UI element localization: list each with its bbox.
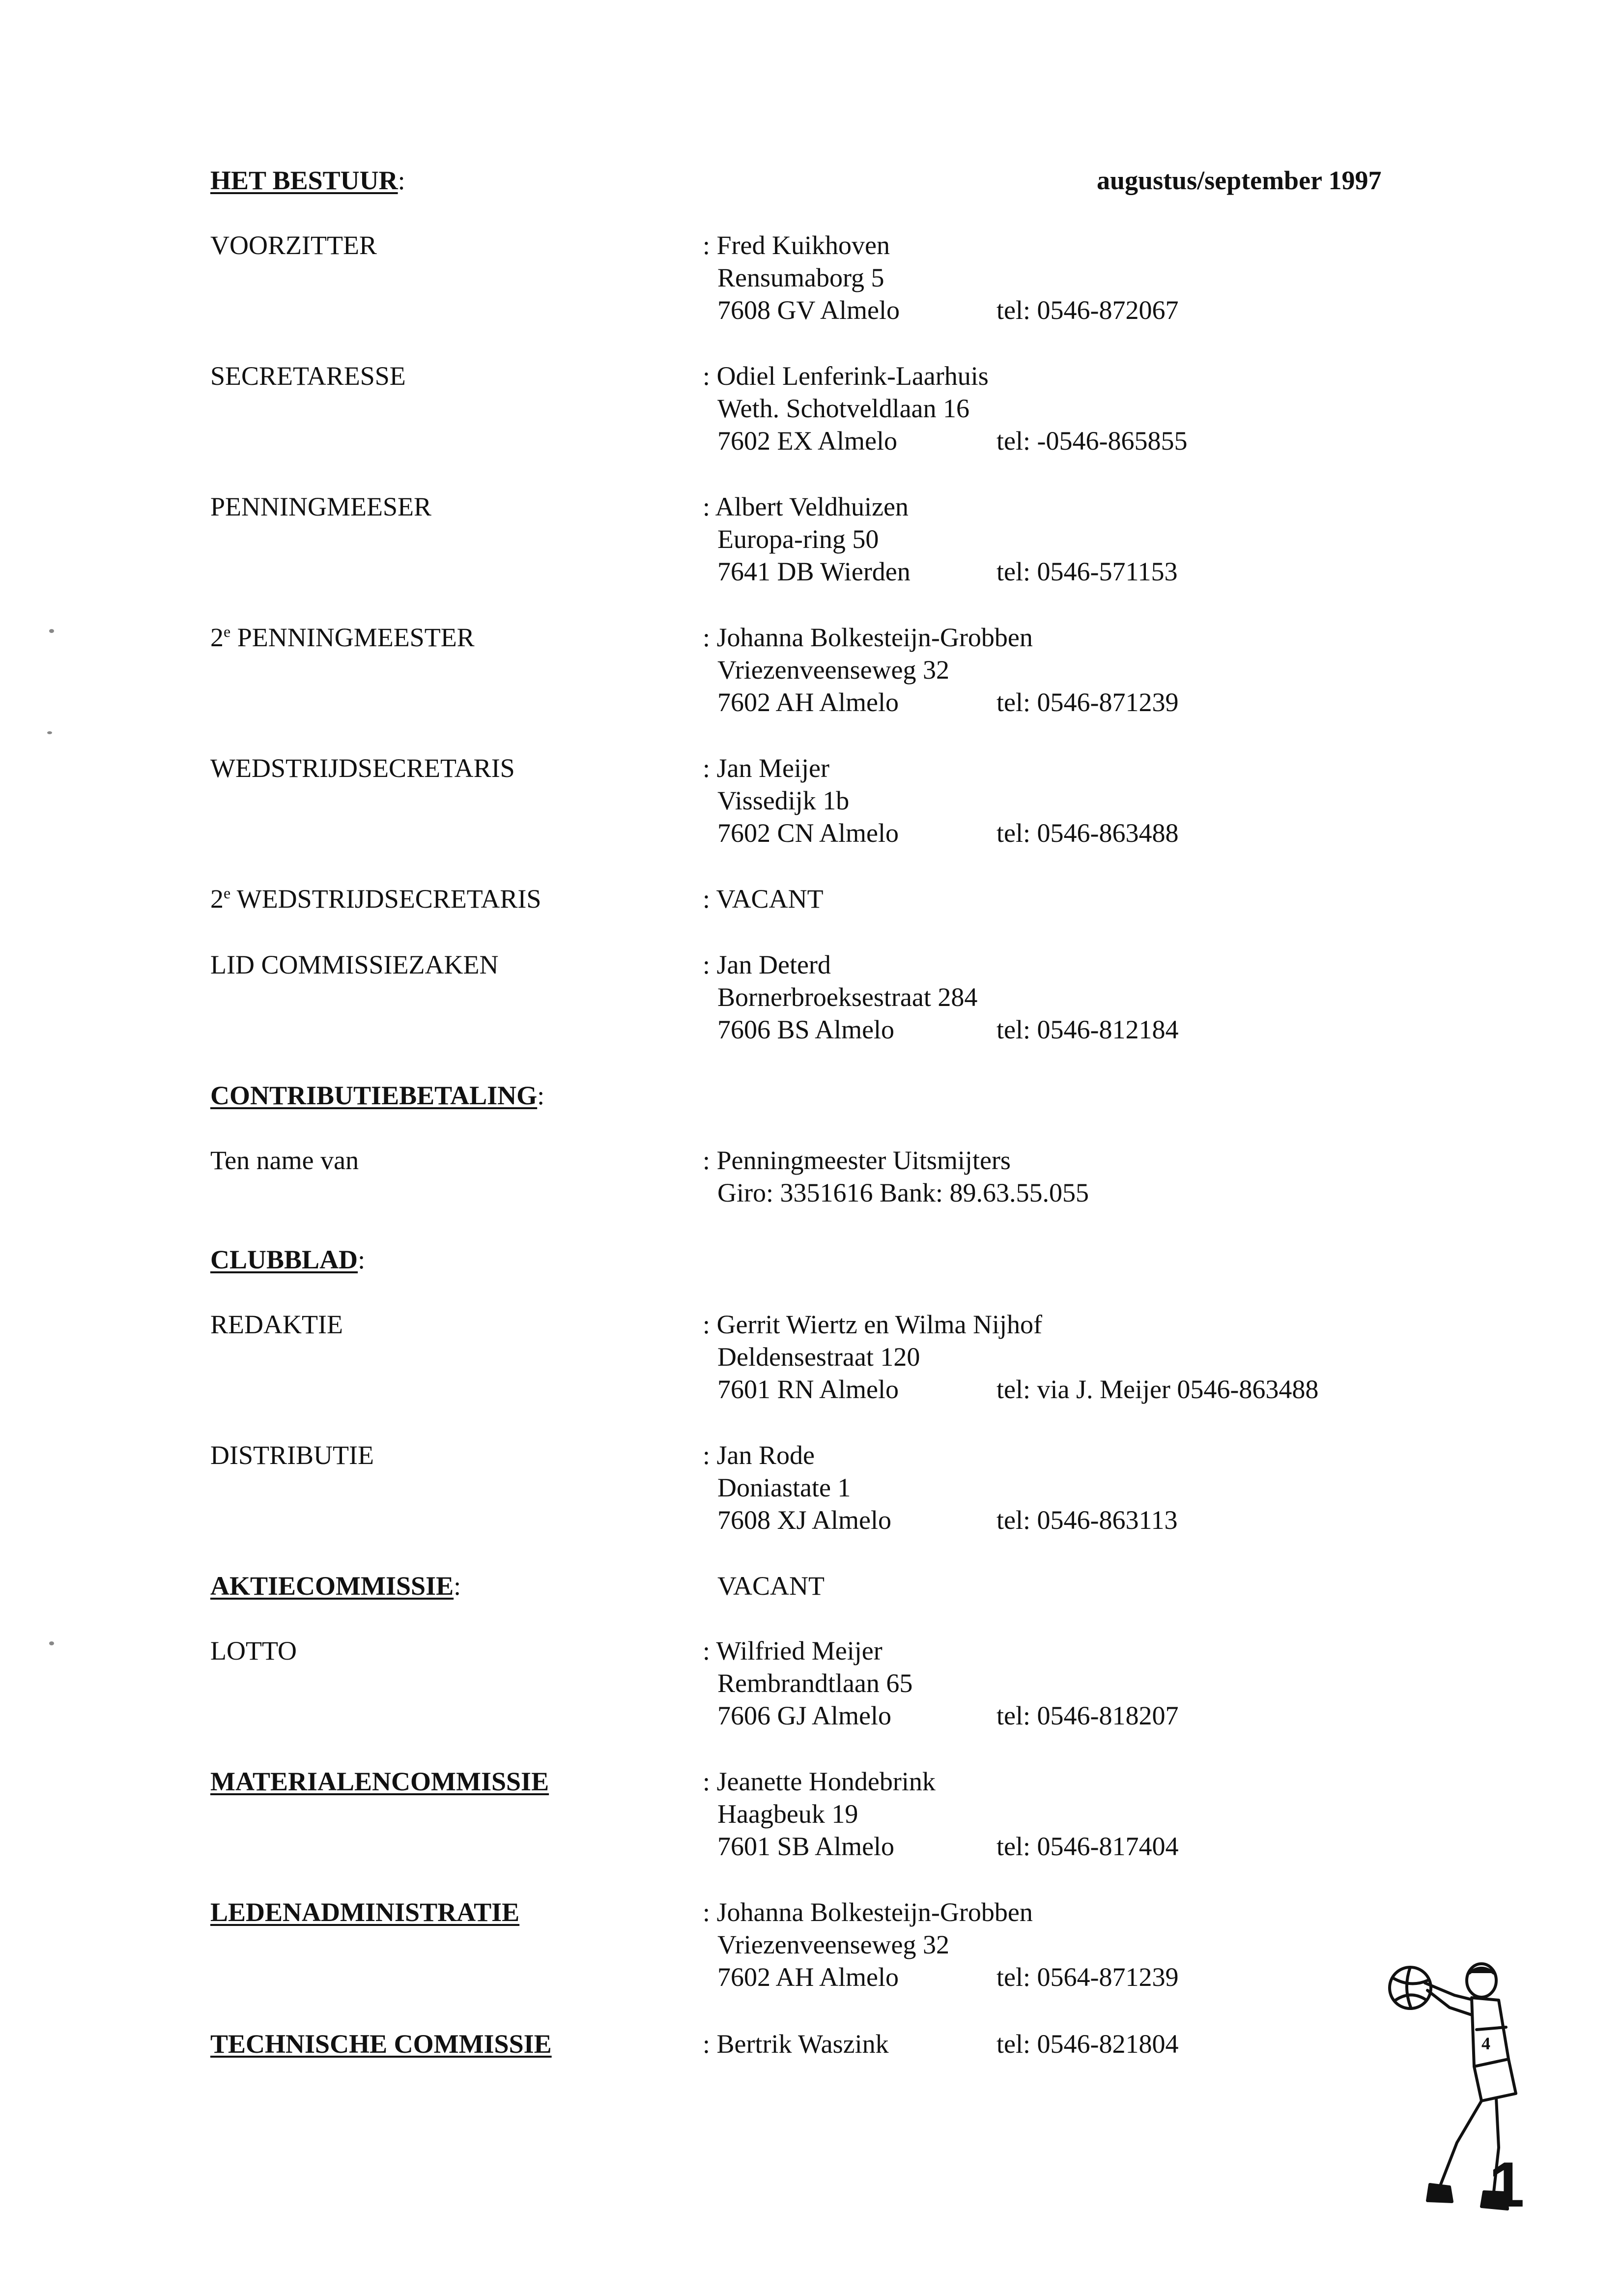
- name-secretaresse: : Odiel Lenferink-Laarhuis: [703, 361, 989, 391]
- role-penningmeester-2: 2e PENNINGMEESTER: [210, 623, 475, 652]
- city-penningmeester-2: 7602 AH Almelo: [717, 688, 899, 717]
- tel-secretaresse: tel: -0546-865855: [997, 426, 1188, 456]
- city-ledenadministratie: 7602 AH Almelo: [717, 1962, 899, 1992]
- tel-distributie: tel: 0546-863113: [997, 1505, 1178, 1535]
- role-penningmeeser: PENNINGMEESER: [210, 492, 432, 521]
- value-aktiecommissie: VACANT: [717, 1571, 825, 1601]
- tel-penningmeeser: tel: 0546-571153: [997, 557, 1178, 586]
- role-wedstrijdsecretaris-2: 2e WEDSTRIJDSECRETARIS: [210, 884, 541, 914]
- name-voorzitter: : Fred Kuikhoven: [703, 230, 890, 260]
- section-heading-contributie: CONTRIBUTIEBETALING:: [210, 1081, 545, 1110]
- tel-lotto: tel: 0546-818207: [997, 1701, 1179, 1730]
- city-wedstrijdsecretaris: 7602 CN Almelo: [717, 818, 899, 848]
- label-ten-name-van: Ten name van: [210, 1146, 359, 1175]
- document-date: augustus/september 1997: [1097, 166, 1382, 195]
- scan-speck: [49, 629, 54, 633]
- section-heading-bestuur: HET BESTUUR:: [210, 166, 405, 195]
- city-materialencommissie: 7601 SB Almelo: [717, 1832, 895, 1861]
- city-redaktie: 7601 RN Almelo: [717, 1375, 899, 1404]
- street-lid-commissiezaken: Bornerbroeksestraat 284: [717, 982, 978, 1012]
- section-heading-materialencommissie: MATERIALENCOMMISSIE: [210, 1767, 549, 1796]
- street-penningmeeser: Europa-ring 50: [717, 524, 879, 554]
- section-heading-technische-commissie: TECHNISCHE COMMISSIE: [210, 2029, 552, 2059]
- city-lid-commissiezaken: 7606 BS Almelo: [717, 1015, 895, 1044]
- section-heading-ledenadministratie: LEDENADMINISTRATIE: [210, 1897, 520, 1927]
- street-distributie: Doniastate 1: [717, 1473, 851, 1502]
- tel-lid-commissiezaken: tel: 0546-812184: [997, 1015, 1179, 1044]
- tel-technische-commissie: tel: 0546-821804: [997, 2029, 1179, 2059]
- name-redaktie: : Gerrit Wiertz en Wilma Nijhof: [703, 1310, 1042, 1339]
- name-wedstrijdsecretaris: : Jan Meijer: [703, 753, 829, 783]
- role-lid-commissiezaken: LID COMMISSIEZAKEN: [210, 950, 499, 979]
- city-voorzitter: 7608 GV Almelo: [717, 295, 900, 325]
- name-lotto: : Wilfried Meijer: [703, 1636, 883, 1665]
- tel-voorzitter: tel: 0546-872067: [997, 295, 1179, 325]
- tel-ledenadministratie: tel: 0564-871239: [997, 1962, 1179, 1992]
- name-wedstrijdsecretaris-2: : VACANT: [703, 884, 824, 914]
- name-technische-commissie: : Bertrik Waszink: [703, 2029, 889, 2059]
- name-lid-commissiezaken: : Jan Deterd: [703, 950, 831, 979]
- street-lotto: Rembrandtlaan 65: [717, 1668, 913, 1698]
- role-secretaresse: SECRETARESSE: [210, 361, 406, 391]
- role-redaktie: REDAKTIE: [210, 1310, 343, 1339]
- name-contributie: : Penningmeester Uitsmijters: [703, 1146, 1011, 1175]
- name-distributie: : Jan Rode: [703, 1440, 815, 1470]
- street-penningmeester-2: Vriezenveenseweg 32: [717, 655, 950, 685]
- page-number: 1: [1489, 2149, 1525, 2220]
- city-secretaresse: 7602 EX Almelo: [717, 426, 897, 456]
- street-materialencommissie: Haagbeuk 19: [717, 1799, 858, 1829]
- name-ledenadministratie: : Johanna Bolkesteijn-Grobben: [703, 1897, 1033, 1927]
- svg-text:4: 4: [1481, 2034, 1490, 2053]
- street-voorzitter: Rensumaborg 5: [717, 263, 884, 292]
- tel-penningmeester-2: tel: 0546-871239: [997, 688, 1179, 717]
- name-materialencommissie: : Jeanette Hondebrink: [703, 1767, 936, 1796]
- name-penningmeeser: : Albert Veldhuizen: [703, 492, 909, 521]
- street-wedstrijdsecretaris: Vissedijk 1b: [717, 786, 850, 815]
- role-voorzitter: VOORZITTER: [210, 230, 377, 260]
- city-lotto: 7606 GJ Almelo: [717, 1701, 892, 1730]
- section-heading-aktiecommissie: AKTIECOMMISSIE:: [210, 1571, 461, 1601]
- tel-redaktie: tel: via J. Meijer 0546-863488: [997, 1375, 1319, 1404]
- street-secretaresse: Weth. Schotveldlaan 16: [717, 394, 970, 423]
- tel-wedstrijdsecretaris: tel: 0546-863488: [997, 818, 1179, 848]
- section-heading-clubblad: CLUBBLAD:: [210, 1245, 366, 1274]
- scan-speck: [49, 1641, 54, 1645]
- role-wedstrijdsecretaris: WEDSTRIJDSECRETARIS: [210, 753, 515, 783]
- city-distributie: 7608 XJ Almelo: [717, 1505, 892, 1535]
- role-distributie: DISTRIBUTIE: [210, 1440, 374, 1470]
- city-penningmeeser: 7641 DB Wierden: [717, 557, 911, 586]
- street-ledenadministratie: Vriezenveenseweg 32: [717, 1930, 950, 1959]
- tel-materialencommissie: tel: 0546-817404: [997, 1832, 1179, 1861]
- role-lotto: LOTTO: [210, 1636, 297, 1665]
- account-contributie: Giro: 3351616 Bank: 89.63.55.055: [717, 1178, 1089, 1207]
- name-penningmeester-2: : Johanna Bolkesteijn-Grobben: [703, 623, 1033, 652]
- scan-speck: [47, 731, 52, 734]
- street-redaktie: Deldensestraat 120: [717, 1342, 920, 1372]
